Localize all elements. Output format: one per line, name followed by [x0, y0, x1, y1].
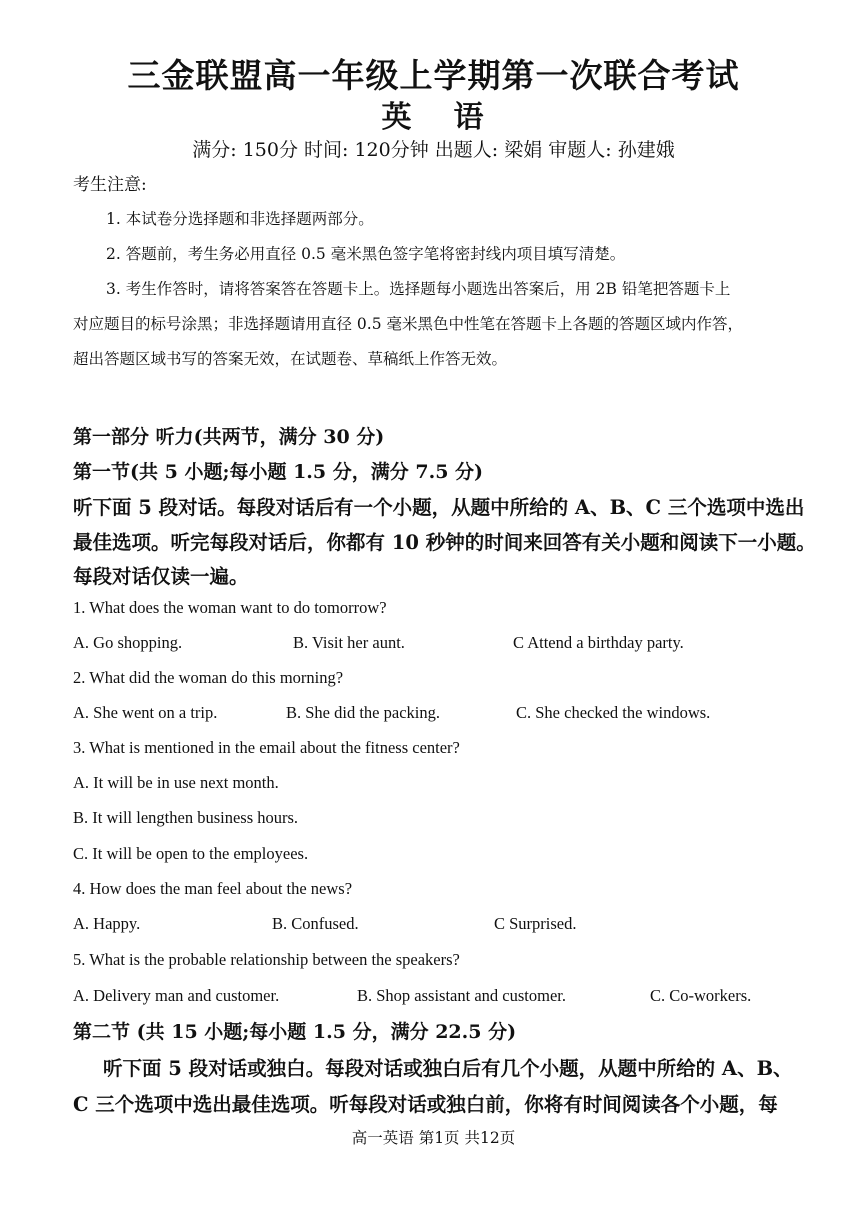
- section1-instructions-line-1: 听下面 5 段对话。每段对话后有一个小题，从题中所给的 A、B、C 三个选项中选出: [73, 496, 805, 519]
- section2-instructions-line-1: 听下面 5 段对话或独白。每段对话或独白后有几个小题，从题中所给的 A、B、: [103, 1057, 793, 1080]
- option-b: B. Shop assistant and customer.: [357, 986, 566, 1005]
- option-c: C Surprised.: [494, 914, 577, 933]
- option-b: B. It will lengthen business hours.: [73, 808, 299, 827]
- section1-instructions-line-3: 每段对话仅读一遍。: [73, 565, 249, 588]
- notice-item-1: 1. 本试卷分选择题和非选择题两部分。: [106, 210, 374, 228]
- exam-meta: 满分: 150分 时间: 120分钟 出题人: 梁娟 审题人: 孙建娥: [192, 139, 675, 161]
- option-a: A. It will be in use next month.: [73, 773, 279, 792]
- section2-heading: 第二节 (共 15 小题;每小题 1.5 分，满分 22.5 分): [73, 1021, 517, 1043]
- option-b: B. She did the packing.: [286, 703, 440, 722]
- option-c: C Attend a birthday party.: [513, 633, 684, 652]
- question-stem: 1. What does the woman want to do tomorrow?: [73, 598, 387, 617]
- exam-subject: 英语: [381, 100, 526, 135]
- page-footer: 高一英语 第1页 共12页: [351, 1129, 516, 1147]
- option-a: A. She went on a trip.: [73, 703, 218, 722]
- question-stem: 3. What is mentioned in the email about the fitness center?: [73, 738, 460, 757]
- question-stem: 5. What is the probable relationship between the speakers?: [73, 950, 460, 969]
- exam-title: 三金联盟高一年级上学期第一次联合考试: [127, 56, 740, 95]
- section2-instructions-line-2: C 三个选项中选出最佳选项。听每段对话或独白前，你将有时间阅读各个小题，每: [73, 1093, 778, 1116]
- option-a: A. Go shopping.: [73, 633, 183, 652]
- option-c: C. Co-workers.: [650, 986, 752, 1005]
- notice-item-3-line-1: 3. 考生作答时，请将答案答在答题卡上。选择题每小题选出答案后，用 2B 铅笔把答题卡上: [106, 280, 731, 298]
- section1-heading: 第一节(共 5 小题;每小题 1.5 分，满分 7.5 分): [73, 461, 484, 483]
- section1-instructions-line-2: 最佳选项。听完每段对话后，你都有 10 秒钟的时间来回答有关小题和阅读下一小题。: [73, 531, 816, 554]
- option-b: B. Confused.: [272, 914, 359, 933]
- option-a: A. Happy.: [73, 914, 141, 933]
- option-a: A. Delivery man and customer.: [73, 986, 280, 1005]
- notice-item-3-line-3: 超出答题区域书写的答案无效，在试题卷、草稿纸上作答无效。: [73, 350, 508, 368]
- option-c: C. It will be open to the employees.: [73, 844, 309, 863]
- question-stem: 2. What did the woman do this morning?: [73, 668, 344, 687]
- notice-item-2: 2. 答题前，考生务必用直径 0.5 毫米黑色签字笔将密封线内项目填写清楚。: [106, 245, 626, 263]
- option-b: B. Visit her aunt.: [293, 633, 405, 652]
- part1-heading: 第一部分 听力(共两节，满分 30 分): [73, 426, 385, 448]
- notice-item-3-line-2: 对应题目的标号涂黑；非选择题请用直径 0.5 毫米黑色中性笔在答题卡上各题的答题区域内作答，: [73, 315, 744, 333]
- question-stem: 4. How does the man feel about the news?: [73, 879, 353, 898]
- notice-heading: 考生注意:: [73, 175, 147, 195]
- option-c: C. She checked the windows.: [516, 703, 711, 722]
